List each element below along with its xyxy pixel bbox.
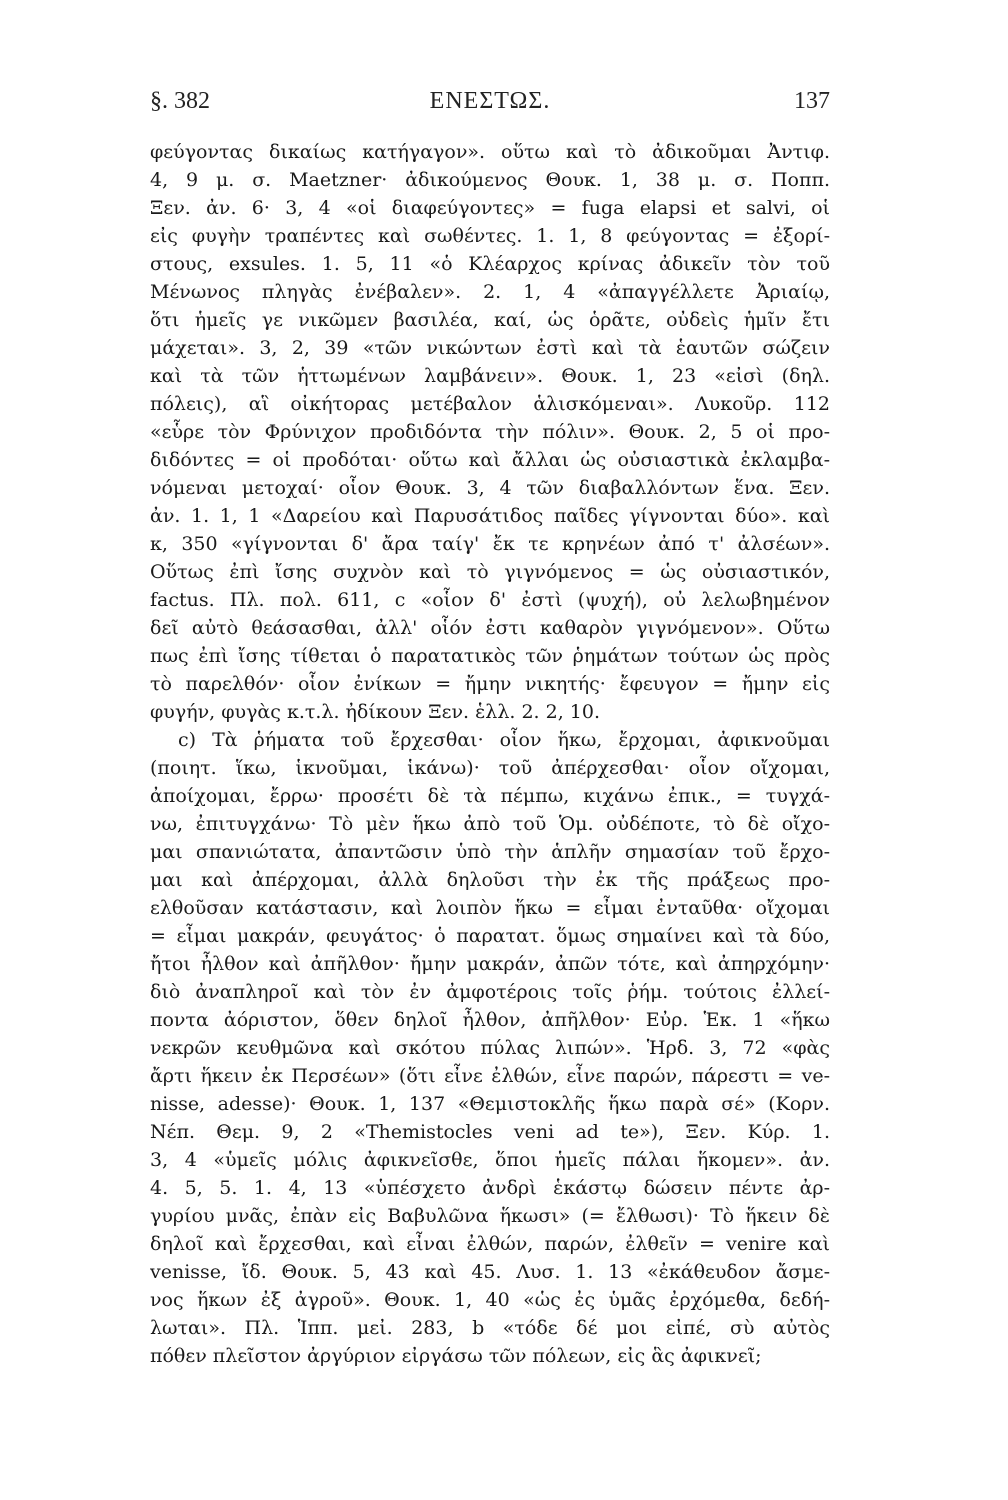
text-line: εἰς φυγὴν τραπέντες καὶ σωθέντες. 1. 1, 8 φεύγοντας = ἐξορί- — [150, 225, 830, 247]
text-line: λωται». Πλ. Ἱππ. μεἰ. 283, b «τόδε δέ μοι εἰπέ, σὺ αὐτὸς — [150, 1317, 830, 1339]
text-line: 4, 9 μ. σ. Maetzner· ἀδικούμενος Θουκ. 1, 38 μ. σ. Ποππ. — [150, 169, 830, 191]
section-number: §. 382 — [150, 88, 210, 114]
text-line: κ, 350 «γίγνονται δ' ἄρα ταίγ' ἔκ τε κρηνέων ἀπό τ' ἀλσέων». — [150, 533, 830, 555]
text-line: νεκρῶν κευθμῶνα καὶ σκότου πύλας λιπών». Ἡρδ. 3, 72 «φὰς — [150, 1037, 830, 1059]
text-line: ἀν. 1. 1, 1 «Δαρείου καὶ Παρυσάτιδος παῖδες γίγνονται δύο». καὶ — [150, 505, 830, 527]
text-line: δεῖ αὐτὸ θεάσασθαι, ἀλλ' οἷόν ἐστι καθαρὸν γιγνόμενον». Οὕτω — [150, 617, 830, 639]
body-text — [150, 138, 830, 1370]
text-line: Ξεν. ἀν. 6· 3, 4 «οἱ διαφεύγοντες» = fuga elapsi et salvi, οἱ — [150, 197, 830, 219]
text-line: καὶ τὰ τῶν ἡττωμένων λαμβάνειν». Θουκ. 1, 23 «εἰσὶ (δηλ. — [150, 365, 830, 387]
text-line: μαι καὶ ἀπέρχομαι, ἀλλὰ δηλοῦσι τὴν ἐκ τῆς πράξεως προ- — [150, 869, 830, 891]
text-line: ἀποίχομαι, ἔρρω· προσέτι δὲ τὰ πέμπω, κιχάνω ἐπικ., = τυγχά- — [150, 785, 830, 807]
running-title: ΕΝΕΣΤΩΣ. — [429, 88, 551, 114]
text-line: ελθοῦσαν κατάστασιν, καὶ λοιπὸν ἥκω = εἶμαι ἐνταῦθα· οἴχομαι — [150, 897, 830, 919]
text-line: δηλοῖ καὶ ἔρχεσθαι, καὶ εἶναι ἐλθών, παρών, ἐλθεῖν = venire καὶ — [150, 1233, 830, 1255]
text-line: 4. 5, 5. 1. 4, 13 «ὑπέσχετο ἀνδρὶ ἑκάστῳ δώσειν πέντε ἀρ- — [150, 1177, 830, 1199]
text-line: τὸ παρελθόν· οἷον ἐνίκων = ἤμην νικητής· ἔφευγον = ἤμην εἰς — [150, 673, 830, 695]
text-line: venisse, ἴδ. Θουκ. 5, 43 καὶ 45. Λυσ. 1. 13 «ἐκάθευδον ἄσμε- — [150, 1261, 830, 1283]
text-line: διδόντες = οἱ προδόται· οὕτω καὶ ἄλλαι ὡς οὐσιαστικὰ ἐκλαμβα- — [150, 449, 830, 471]
text-line: πόλεις), αἳ οἰκήτορας μετέβαλον ἁλισκόμεναι». Λυκοῦρ. 112 — [150, 393, 830, 415]
text-line: ὅτι ἡμεῖς γε νικῶμεν βασιλέα, καί, ὡς ὁρᾶτε, οὐδεὶς ἡμῖν ἔτι — [150, 309, 830, 331]
text-line: c) Τὰ ῥήματα τοῦ ἔρχεσθαι· οἷον ἥκω, ἔρχομαι, ἀφικνοῦμαι — [178, 729, 830, 751]
text-line: Μένωνος πληγὰς ἐνέβαλεν». 2. 1, 4 «ἀπαγγέλλετε Ἀριαίῳ, — [150, 281, 830, 303]
text-line: φυγήν, φυγὰς κ.τ.λ. ἠδίκουν Ξεν. ἑλλ. 2. 2, 10. — [150, 701, 601, 723]
text-line: νω, ἐπιτυγχάνω· Τὸ μὲν ἥκω ἀπὸ τοῦ Ὁμ. οὐδέποτε, τὸ δὲ οἴχο- — [150, 813, 830, 835]
text-line: nisse, adesse)· Θουκ. 1, 137 «Θεμιστοκλῆς ἥκω παρὰ σέ» (Κορν. — [150, 1093, 830, 1115]
text-line: 3, 4 «ὑμεῖς μόλις ἀφικνεῖσθε, ὅποι ἡμεῖς πάλαι ἥκομεν». ἀν. — [150, 1149, 830, 1171]
text-line: = εἶμαι μακράν, φευγάτος· ὁ παρατατ. ὅμως σημαίνει καὶ τὰ δύο, — [150, 925, 830, 947]
text-line: «εὗρε τὸν Φρύνιχον προδιδόντα τὴν πόλιν». Θουκ. 2, 5 οἱ προ- — [150, 421, 830, 443]
text-line: ἄρτι ἥκειν ἐκ Περσέων» (ὅτι εἶνε ἐλθών, εἶνε παρών, πάρεστι = ve- — [150, 1065, 830, 1087]
text-line: πόθεν πλεῖστον ἀργύριον εἰργάσω τῶν πόλεων, εἰς ἃς ἀφικνεῖ; — [150, 1345, 762, 1367]
text-line: Νέπ. Θεμ. 9, 2 «Themistocles veni ad te»), Ξεν. Κύρ. 1. — [150, 1121, 830, 1143]
page-number: 137 — [794, 88, 830, 114]
text-line: μάχεται». 3, 2, 39 «τῶν νικώντων ἐστὶ καὶ τὰ ἑαυτῶν σώζειν — [150, 337, 830, 359]
text-line: γυρίου μνᾶς, ἐπὰν εἰς Βαβυλῶνα ἥκωσι» (= ἔλθωσι)· Τὸ ἥκειν δὲ — [150, 1205, 830, 1227]
text-line: Οὕτως ἐπὶ ἴσης συχνὸν καὶ τὸ γιγνόμενος = ὡς οὐσιαστικόν, — [150, 561, 830, 583]
text-line: νόμεναι μετοχαί· οἷον Θουκ. 3, 4 τῶν διαβαλλόντων ἕνα. Ξεν. — [150, 477, 830, 499]
text-line: νος ἥκων ἐξ ἀγροῦ». Θουκ. 1, 40 «ὡς ἐς ὑμᾶς ἐρχόμεθα, δεδή- — [150, 1289, 830, 1311]
text-line: στους, exsules. 1. 5, 11 «ὁ Κλέαρχος κρίνας ἀδικεῖν τὸν τοῦ — [150, 253, 830, 275]
text-line: διὸ ἀναπληροῖ καὶ τὸν ἐν ἀμφοτέροις τοῖς ῥήμ. τούτοις ἐλλεί- — [150, 981, 830, 1003]
text-line: μαι σπανιώτατα, ἀπαντῶσιν ὑπὸ τὴν ἁπλῆν σημασίαν τοῦ ἔρχο- — [150, 841, 830, 863]
text-line: ἤτοι ἦλθον καὶ ἀπῆλθον· ἤμην μακράν, ἀπῶν τότε, καὶ ἀπηρχόμην· — [150, 953, 830, 975]
running-header — [150, 88, 830, 124]
text-line: φεύγοντας δικαίως κατήγαγον». οὕτω καὶ τὸ ἀδικοῦμαι Ἀντιφ. — [150, 141, 830, 163]
text-line: ποντα ἀόριστον, ὅθεν δηλοῖ ἦλθον, ἀπῆλθον· Εὐρ. Ἑκ. 1 «ἥκω — [150, 1009, 830, 1031]
text-line: πως ἐπὶ ἴσης τίθεται ὁ παρατατικὸς τῶν ῥημάτων τούτων ὡς πρὸς — [150, 645, 830, 667]
text-line: factus. Πλ. πολ. 611, c «οἷον δ' ἐστὶ (ψυχή), οὐ λελωβημένον — [150, 589, 830, 611]
text-line: (ποιητ. ἵκω, ἱκνοῦμαι, ἱκάνω)· τοῦ ἀπέρχεσθαι· οἷον οἴχομαι, — [150, 757, 830, 779]
